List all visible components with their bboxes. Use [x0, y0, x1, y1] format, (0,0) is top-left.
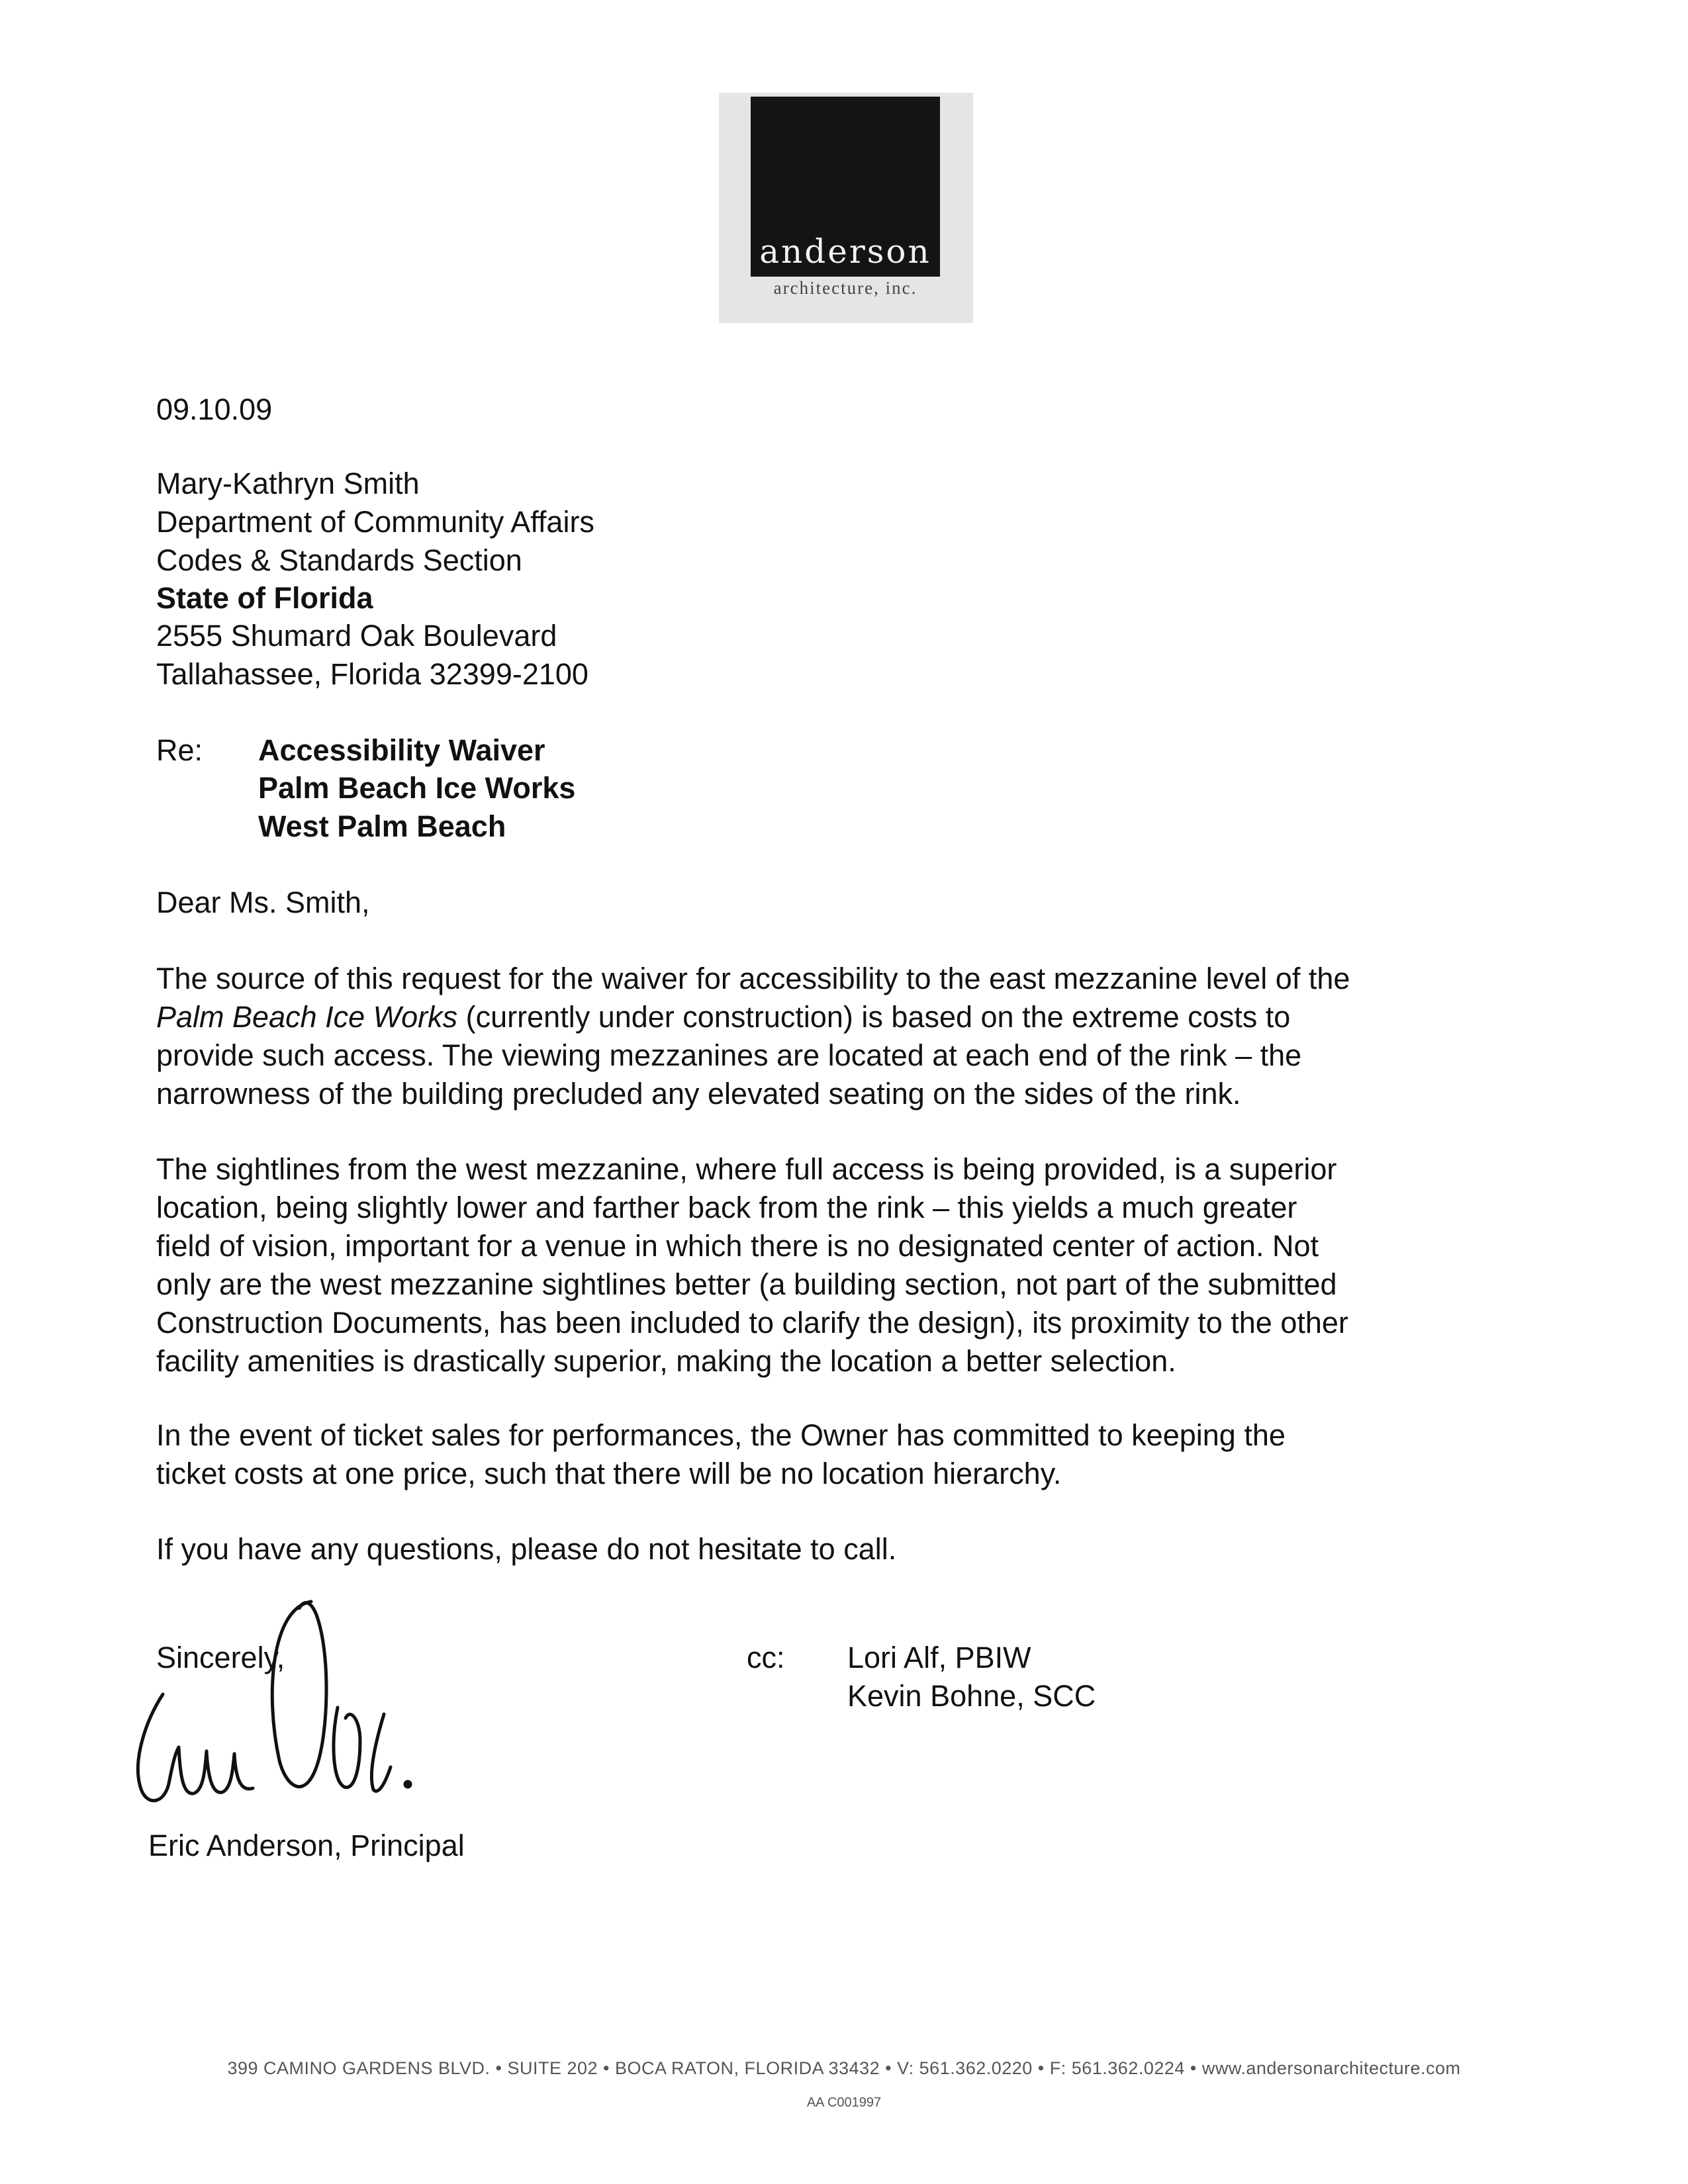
footer-address: 399 CAMINO GARDENS BLVD. • SUITE 202 • BOCA RATON, FLORIDA 33432 • V: 561.362.0220 • F: 561.362.0224 • www.andersonarchitecture.com	[227, 2058, 1461, 2078]
closing: Sincerely,	[156, 1641, 285, 1674]
logo-company-name: anderson	[759, 232, 931, 271]
paragraph-line: field of vision, important for a venue in which there is no designated center of action. Not	[156, 1229, 1319, 1263]
paragraph-line: only are the west mezzanine sightlines better (a building section, not part of the submitted	[156, 1267, 1337, 1301]
paragraph-line: Construction Documents, has been included to clarify the design), its proximity to the other	[156, 1306, 1348, 1340]
paragraph-line: location, being slightly lower and farther back from the rink – this yields a much greater	[156, 1191, 1297, 1224]
cc-label: cc:	[747, 1641, 785, 1674]
recipient-street: 2555 Shumard Oak Boulevard	[156, 619, 557, 653]
re-line: Accessibility Waiver	[258, 733, 545, 767]
paragraph-line: facility amenities is drastically superior, making the location a better selection.	[156, 1344, 1176, 1378]
logo-company-subtitle: architecture, inc.	[773, 278, 917, 298]
paragraph-line: The source of this request for the waiver for accessibility to the east mezzanine level of the	[156, 962, 1350, 995]
recipient-department: Department of Community Affairs	[156, 505, 594, 539]
paragraph-line: narrowness of the building precluded any elevated seating on the sides of the rink.	[156, 1077, 1241, 1111]
body-paragraph-4: If you have any questions, please do not hesitate to call.	[156, 1532, 897, 1566]
project-name-italic: Palm Beach Ice Works	[156, 1000, 458, 1034]
paragraph-line: ticket costs at one price, such that there will be no location hierarchy.	[156, 1457, 1062, 1490]
salutation: Dear Ms. Smith,	[156, 886, 370, 919]
letter-date: 09.10.09	[156, 392, 273, 426]
paragraph-line: provide such access. The viewing mezzanines are located at each end of the rink – the	[156, 1038, 1302, 1072]
re-line: Palm Beach Ice Works	[258, 771, 576, 805]
body-paragraph-3	[156, 1416, 1286, 1493]
recipient-section: Codes & Standards Section	[156, 543, 522, 577]
re-line: West Palm Beach	[258, 809, 506, 843]
paragraph-line	[156, 998, 1350, 1036]
recipient-state: State of Florida	[156, 581, 373, 615]
footer-license-number: AA C001997	[806, 2095, 882, 2110]
body-paragraph-1	[156, 960, 1350, 1113]
re-label: Re:	[156, 733, 203, 767]
cc-name: Kevin Bohne, SCC	[847, 1679, 1096, 1713]
paragraph-line: The sightlines from the west mezzanine, where full access is being provided, is a superior	[156, 1152, 1337, 1186]
recipient-city-zip: Tallahassee, Florida 32399-2100	[156, 657, 588, 691]
recipient-name: Mary-Kathryn Smith	[156, 467, 420, 500]
paragraph-line-rest: (currently under construction) is based on the extreme costs to	[457, 1000, 1291, 1034]
body-paragraph-2	[156, 1150, 1348, 1381]
handwritten-signature	[106, 1588, 530, 1853]
cc-name: Lori Alf, PBIW	[847, 1641, 1031, 1674]
signer-name-title: Eric Anderson, Principal	[148, 1829, 465, 1862]
paragraph-line: In the event of ticket sales for performances, the Owner has committed to keeping the	[156, 1418, 1286, 1452]
company-logo	[719, 93, 973, 323]
